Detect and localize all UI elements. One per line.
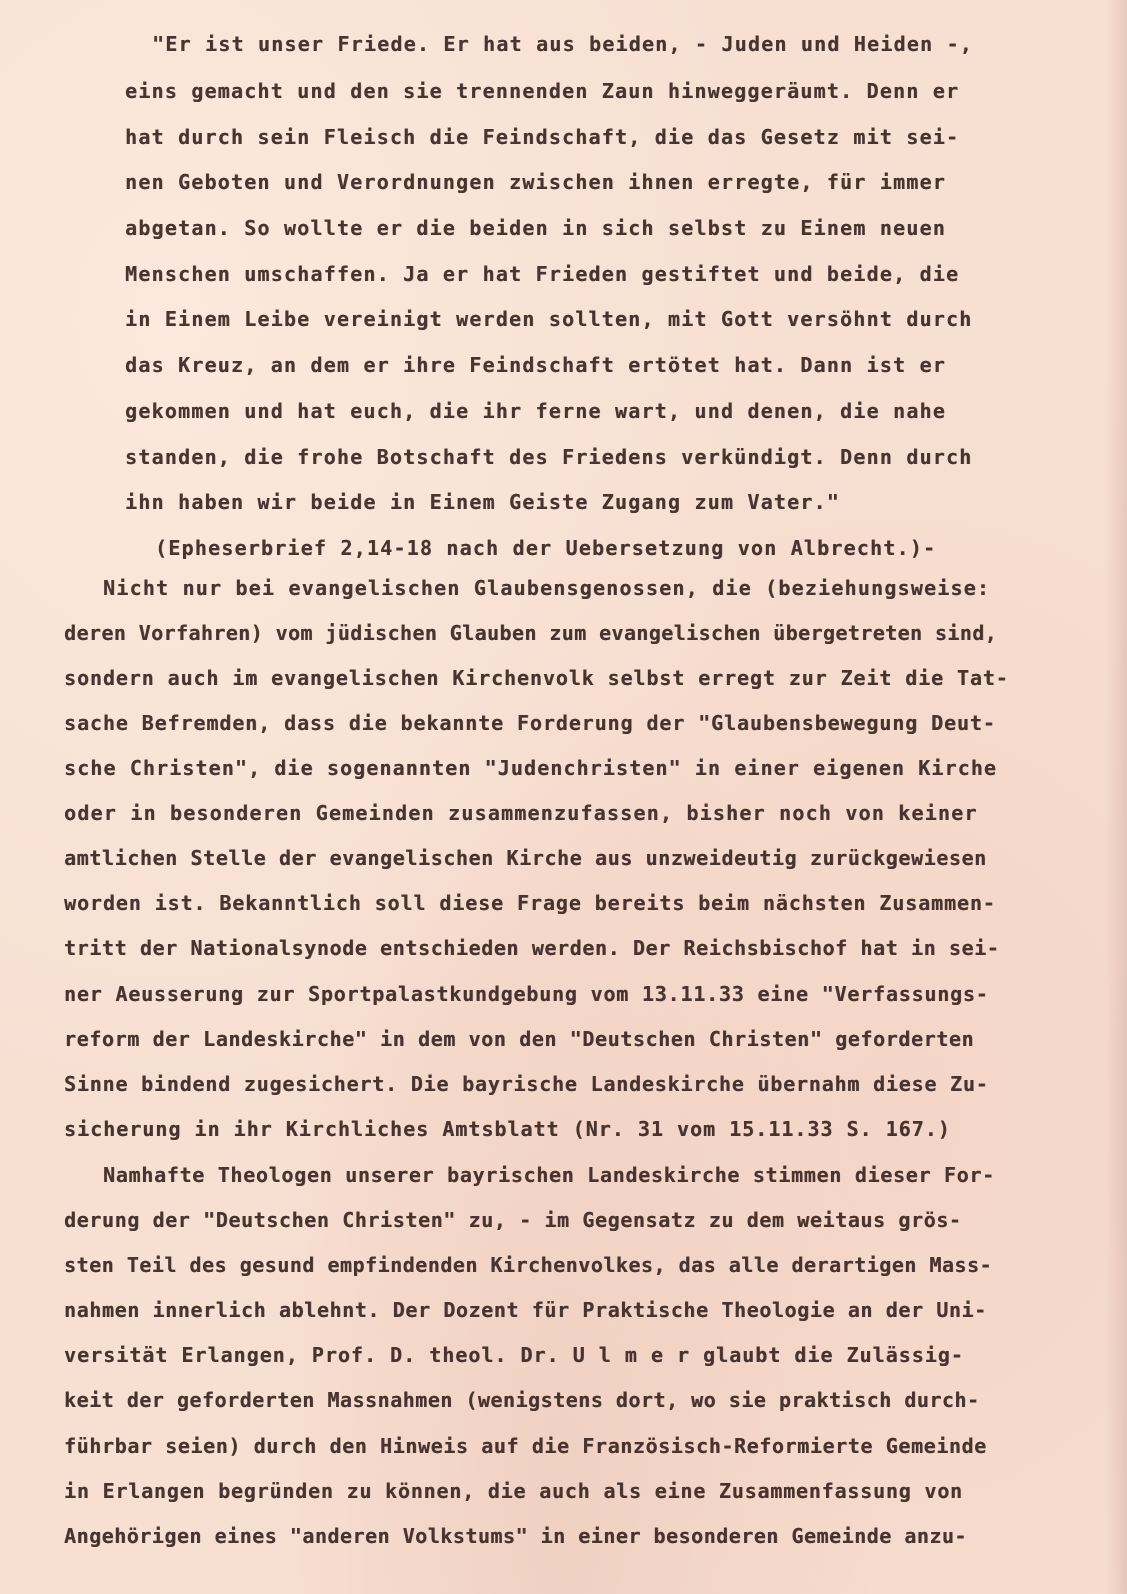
quote-line: Menschen umschaffen. Ja er hat Frieden gestiftet und beide, die <box>125 262 960 286</box>
paragraph-line: in Erlangen begründen zu können, die auch als eine Zusammenfassung von <box>64 1479 963 1503</box>
citation: (Epheserbrief 2,14-18 nach der Uebersetzung von Albrecht.)- <box>155 536 937 560</box>
quote-line: nen Geboten und Verordnungen zwischen ihnen erregte, für immer <box>125 170 946 194</box>
paragraph-line: oder in besonderen Gemeinden zusammenzufassen, bisher noch von keiner <box>64 801 978 825</box>
paragraph-line: sondern auch im evangelischen Kirchenvolk selbst erregt zur Zeit die Tat- <box>64 666 1009 690</box>
quote-line: standen, die frohe Botschaft des Friedens verkündigt. Denn durch <box>125 445 973 469</box>
paragraph-line: deren Vorfahren) vom jüdischen Glauben zum evangelischen übergetreten sind, <box>64 621 998 645</box>
quote-line: in Einem Leibe vereinigt werden sollten, mit Gott versöhnt durch <box>125 307 973 331</box>
quote-line: abgetan. So wollte er die beiden in sich selbst zu Einem neuen <box>125 216 946 240</box>
paragraph-line: worden ist. Bekanntlich soll diese Frage bereits beim nächsten Zusammen- <box>64 891 996 915</box>
quote-line: das Kreuz, an dem er ihre Feindschaft ertötet hat. Dann ist er <box>125 353 946 377</box>
paragraph-line: Angehörigen eines "anderen Volkstums" in einer besonderen Gemeinde anzu- <box>64 1524 967 1548</box>
paragraph-line: Nicht nur bei evangelischen Glaubensgenossen, die (beziehungsweise: <box>103 576 991 600</box>
paragraph-line: sache Befremden, dass die bekannte Forderung der "Glaubensbewegung Deut- <box>64 711 996 735</box>
paragraph-line: versität Erlangen, Prof. D. theol. Dr. U l m e r glaubt die Zulässig- <box>64 1343 964 1367</box>
paragraph-line: derung der "Deutschen Christen" zu, - im Gegensatz zu dem weitaus grös- <box>64 1208 962 1232</box>
paragraph-line: tritt der Nationalsynode entschieden werden. Der Reichsbischof hat in sei- <box>64 936 1000 960</box>
paragraph-line: sche Christen", die sogenannten "Judenchristen" in einer eigenen Kirche <box>64 756 998 780</box>
paragraph-line: Sinne bindend zugesichert. Die bayrische Landeskirche übernahm diese Zu- <box>64 1072 989 1096</box>
quote-line: ihn haben wir beide in Einem Geiste Zugang zum Vater." <box>125 490 841 514</box>
paragraph-line: keit der geforderten Massnahmen (wenigstens dort, wo sie praktisch durch- <box>64 1388 980 1412</box>
paragraph-line: ner Aeusserung zur Sportpalastkundgebung vom 13.11.33 eine "Verfassungs- <box>64 982 989 1006</box>
paragraph-line: Namhafte Theologen unserer bayrischen Landeskirche stimmen dieser For- <box>103 1163 995 1187</box>
paragraph-line: führbar seien) durch den Hinweis auf die Französisch-Reformierte Gemeinde <box>64 1434 987 1458</box>
paragraph-line: reform der Landeskirche" in dem von den "Deutschen Christen" geforderten <box>64 1027 975 1051</box>
page-edge-shadow <box>1105 0 1127 1594</box>
paragraph-line: sicherung in ihr Kirchliches Amtsblatt (Nr. 31 vom 15.11.33 S. 167.) <box>64 1117 951 1141</box>
quote-line: gekommen und hat euch, die ihr ferne wart, und denen, die nahe <box>125 399 946 423</box>
paragraph-line: sten Teil des gesund empfindenden Kirchenvolkes, das alle derartigen Mass- <box>64 1253 993 1277</box>
paragraph-line: amtlichen Stelle der evangelischen Kirche aus unzweideutig zurückgewiesen <box>64 846 987 870</box>
quote-line: "Er ist unser Friede. Er hat aus beiden, - Juden und Heiden -, <box>152 32 973 56</box>
quote-line: hat durch sein Fleisch die Feindschaft, die das Gesetz mit sei- <box>125 125 960 149</box>
quote-line: eins gemacht und den sie trennenden Zaun hinweggeräumt. Denn er <box>125 79 960 103</box>
paragraph-line: nahmen innerlich ablehnt. Der Dozent für Praktische Theologie an der Uni- <box>64 1298 987 1322</box>
